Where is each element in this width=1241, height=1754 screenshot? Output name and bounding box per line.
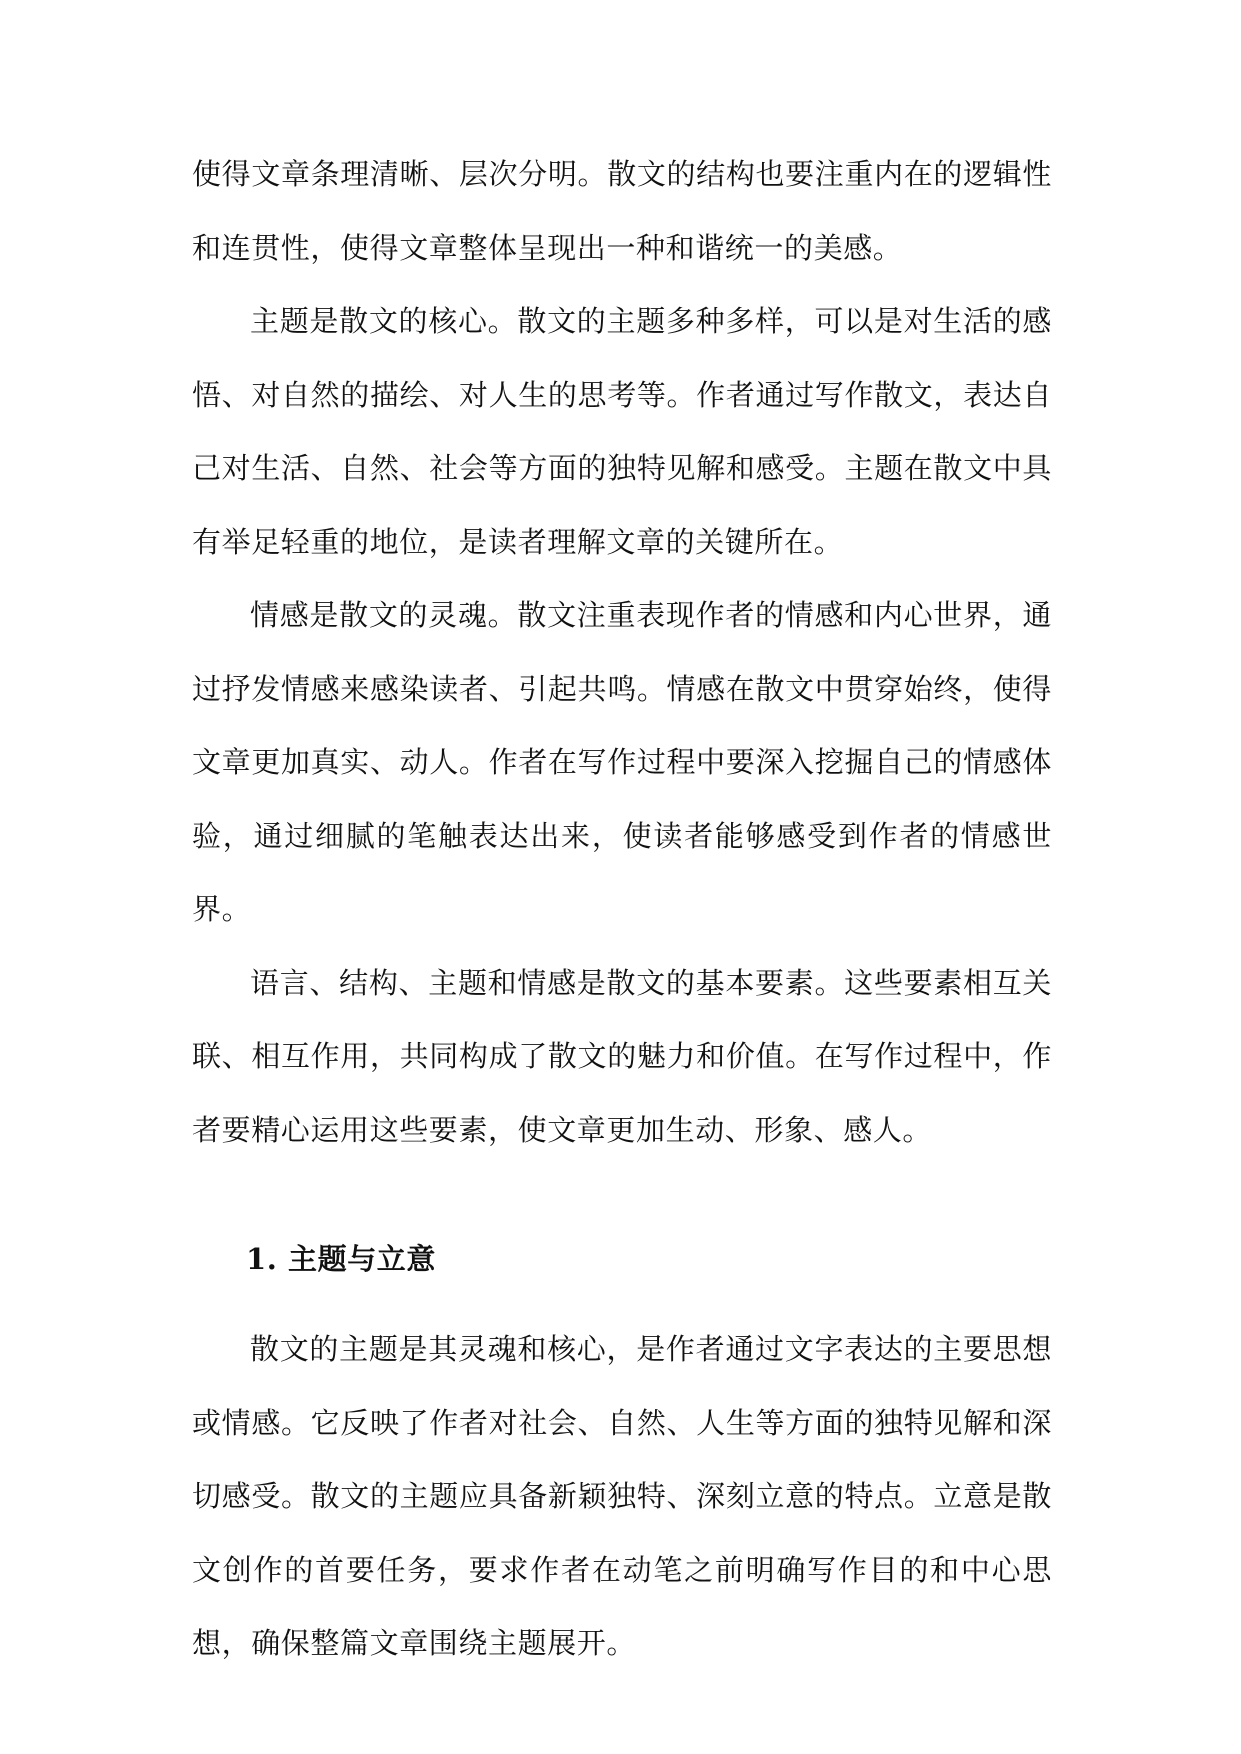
paragraph-structure-continued: 使得文章条理清晰、层次分明。散文的结构也要注重内在的逻辑性和连贯性，使得文章整体呈现出一种和谐统一的美感。 bbox=[192, 157, 1052, 265]
section-number: 1. bbox=[246, 1242, 278, 1276]
page-body bbox=[192, 138, 1052, 1681]
paragraph-theme-and-intent: 散文的主题是其灵魂和核心，是作者通过文字表达的主要思想或情感。它反映了作者对社会、自然、人生等方面的独特见解和深切感受。散文的主题应具备新颖独特、深刻立意的特点。立意是散文创作的首要任务，要求作者在动笔之前明确写作目的和中心思想，确保整篇文章围绕主题展开。 bbox=[192, 1332, 1052, 1660]
paragraph-elements-summary: 语言、结构、主题和情感是散文的基本要素。这些要素相互关联、相互作用，共同构成了散文的魅力和价值。在写作过程中，作者要精心运用这些要素，使文章更加生动、形象、感人。 bbox=[192, 965, 1052, 1147]
section-title: 主题与立意 bbox=[288, 1242, 437, 1276]
paragraph-theme: 主题是散文的核心。散文的主题多种多样，可以是对生活的感悟、对自然的描绘、对人生的思考等。作者通过写作散文，表达自己对生活、自然、社会等方面的独特见解和感受。主题在散文中具有举足轻重的地位，是读者理解文章的关键所在。 bbox=[192, 304, 1052, 559]
section-heading bbox=[192, 1167, 1052, 1313]
paragraph-emotion: 情感是散文的灵魂。散文注重表现作者的情感和内心世界，通过抒发情感来感染读者、引起共鸣。情感在散文中贯穿始终，使得文章更加真实、动人。作者在写作过程中要深入挖掘自己的情感体验，通过细腻的笔触表达出来，使读者能够感受到作者的情感世界。 bbox=[192, 598, 1052, 926]
